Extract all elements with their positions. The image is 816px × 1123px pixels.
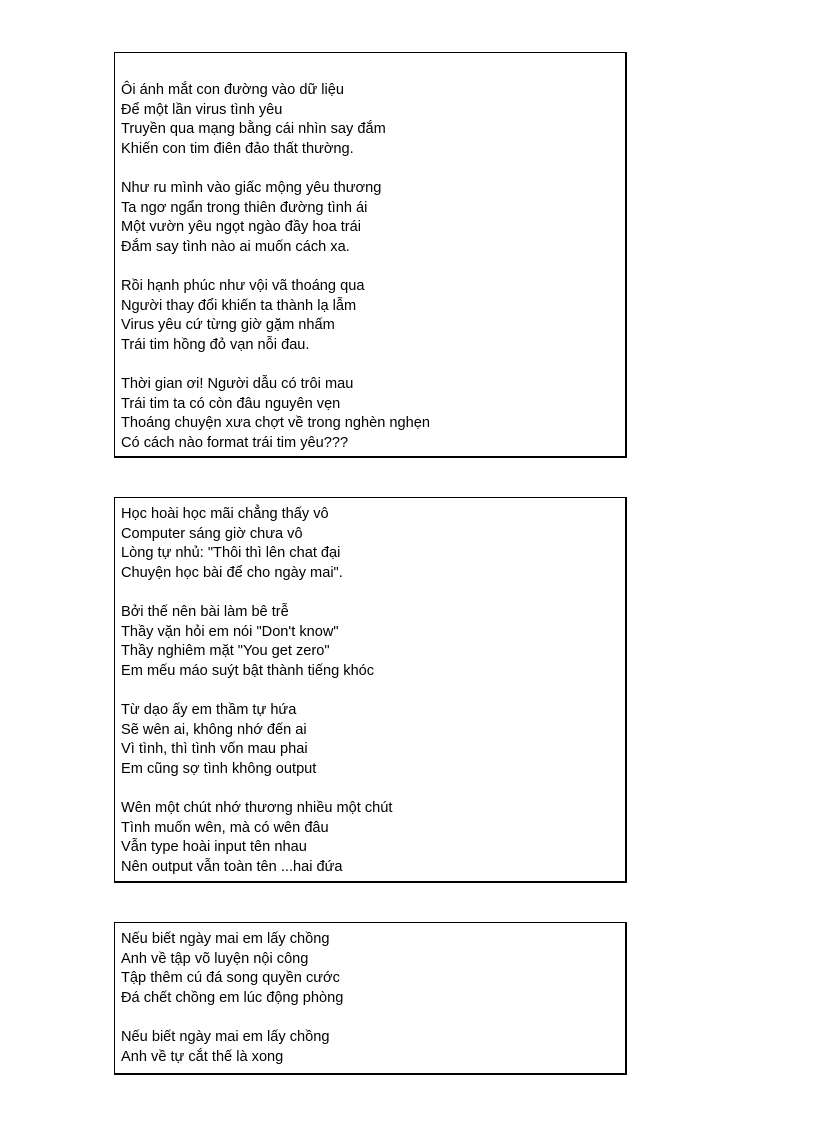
poem-line: Rồi hạnh phúc như vội vã thoáng qua <box>121 277 365 294</box>
poem-line: Trái tim hồng đỏ vạn nỗi đau. <box>121 336 310 353</box>
poem-line: Khiến con tim điên đảo thất thường. <box>121 140 354 157</box>
poem-line: Em mếu máo suýt bật thành tiếng khóc <box>121 662 375 679</box>
poem-line: Anh về tập võ luyện nội công <box>121 950 309 967</box>
poem-line: Vì tình, thì tình vốn mau phai <box>121 741 308 758</box>
poem-line: Đá chết chồng em lúc động phòng <box>121 989 344 1006</box>
poem-line: Một vườn yêu ngọt ngào đầy hoa trái <box>121 219 362 236</box>
poem-line: Đắm say tình nào ai muốn cách xa. <box>121 238 350 255</box>
poem-line: Em cũng sợ tình không output <box>121 760 317 777</box>
poem-line: Học hoài học mãi chẳng thấy vô <box>121 506 329 522</box>
poem-line: Thời gian ơi! Người dẫu có trôi mau <box>121 375 354 392</box>
stanza <box>121 701 625 779</box>
poem-line: Thầy nghiêm mặt "You get zero" <box>121 643 330 660</box>
poem-box-1 <box>114 52 627 458</box>
poem-line: Bởi thế nên bài làm bê trễ <box>121 603 289 620</box>
poem-line: Wên một chút nhớ thương nhiều một chút <box>121 799 393 816</box>
poem-line: Nếu biết ngày mai em lấy chồng <box>121 1028 330 1045</box>
poem-line: Ta ngơ ngẩn trong thiên đường tình ái <box>121 199 368 216</box>
poem-line: Chuyện học bài để cho ngày mai". <box>121 564 343 581</box>
stanza <box>121 375 625 453</box>
stanza <box>121 799 625 877</box>
stanza <box>121 505 625 583</box>
poem-line: Thầy vặn hỏi em nói "Don't know" <box>121 623 339 640</box>
poem-box-2 <box>114 497 627 883</box>
poem-line: Trái tim ta có còn đâu nguyên vẹn <box>121 395 341 412</box>
poem-line: Computer sáng giờ chưa vô <box>121 525 303 542</box>
stanza <box>121 277 625 355</box>
poem-line: Virus yêu cứ từng giờ gặm nhấm <box>121 317 335 334</box>
poem-line: Vẫn type hoài input tên nhau <box>121 839 307 856</box>
poem-line: Ôi ánh mắt con đường vào dữ liệu <box>121 82 345 98</box>
poem-line: Truyền qua mạng bằng cái nhìn say đắm <box>121 121 386 138</box>
poem-line: Tình muốn wên, mà có wên đâu <box>121 819 329 836</box>
stanza <box>121 603 625 681</box>
poem-line: Để một lần virus tình yêu <box>121 101 283 118</box>
poem-line: Sẽ wên ai, không nhớ đến ai <box>121 721 307 738</box>
poem-line: Nên output vẫn toàn tên ...hai đứa <box>121 858 343 875</box>
poem-line: Tập thêm cú đá song quyền cước <box>121 970 340 987</box>
stanza <box>121 1028 625 1067</box>
stanza <box>121 930 625 1008</box>
poem-line: Lòng tự nhủ: "Thôi thì lên chat đại <box>121 545 341 562</box>
stanza <box>121 81 625 159</box>
poem-box-3 <box>114 922 627 1075</box>
poem-line: Thoáng chuyện xưa chợt về trong nghèn nghẹn <box>121 415 430 432</box>
poem-line: Từ dạo ấy em thầm tự hứa <box>121 701 297 718</box>
poem-line: Nếu biết ngày mai em lấy chồng <box>121 931 330 947</box>
poem-line: Có cách nào format trái tim yêu??? <box>121 434 349 451</box>
poem-line: Người thay đổi khiến ta thành lạ lẫm <box>121 297 357 314</box>
poem-line: Như ru mình vào giấc mộng yêu thương <box>121 179 382 196</box>
stanza <box>121 179 625 257</box>
poem-line: Anh về tự cắt thế là xong <box>121 1048 284 1065</box>
